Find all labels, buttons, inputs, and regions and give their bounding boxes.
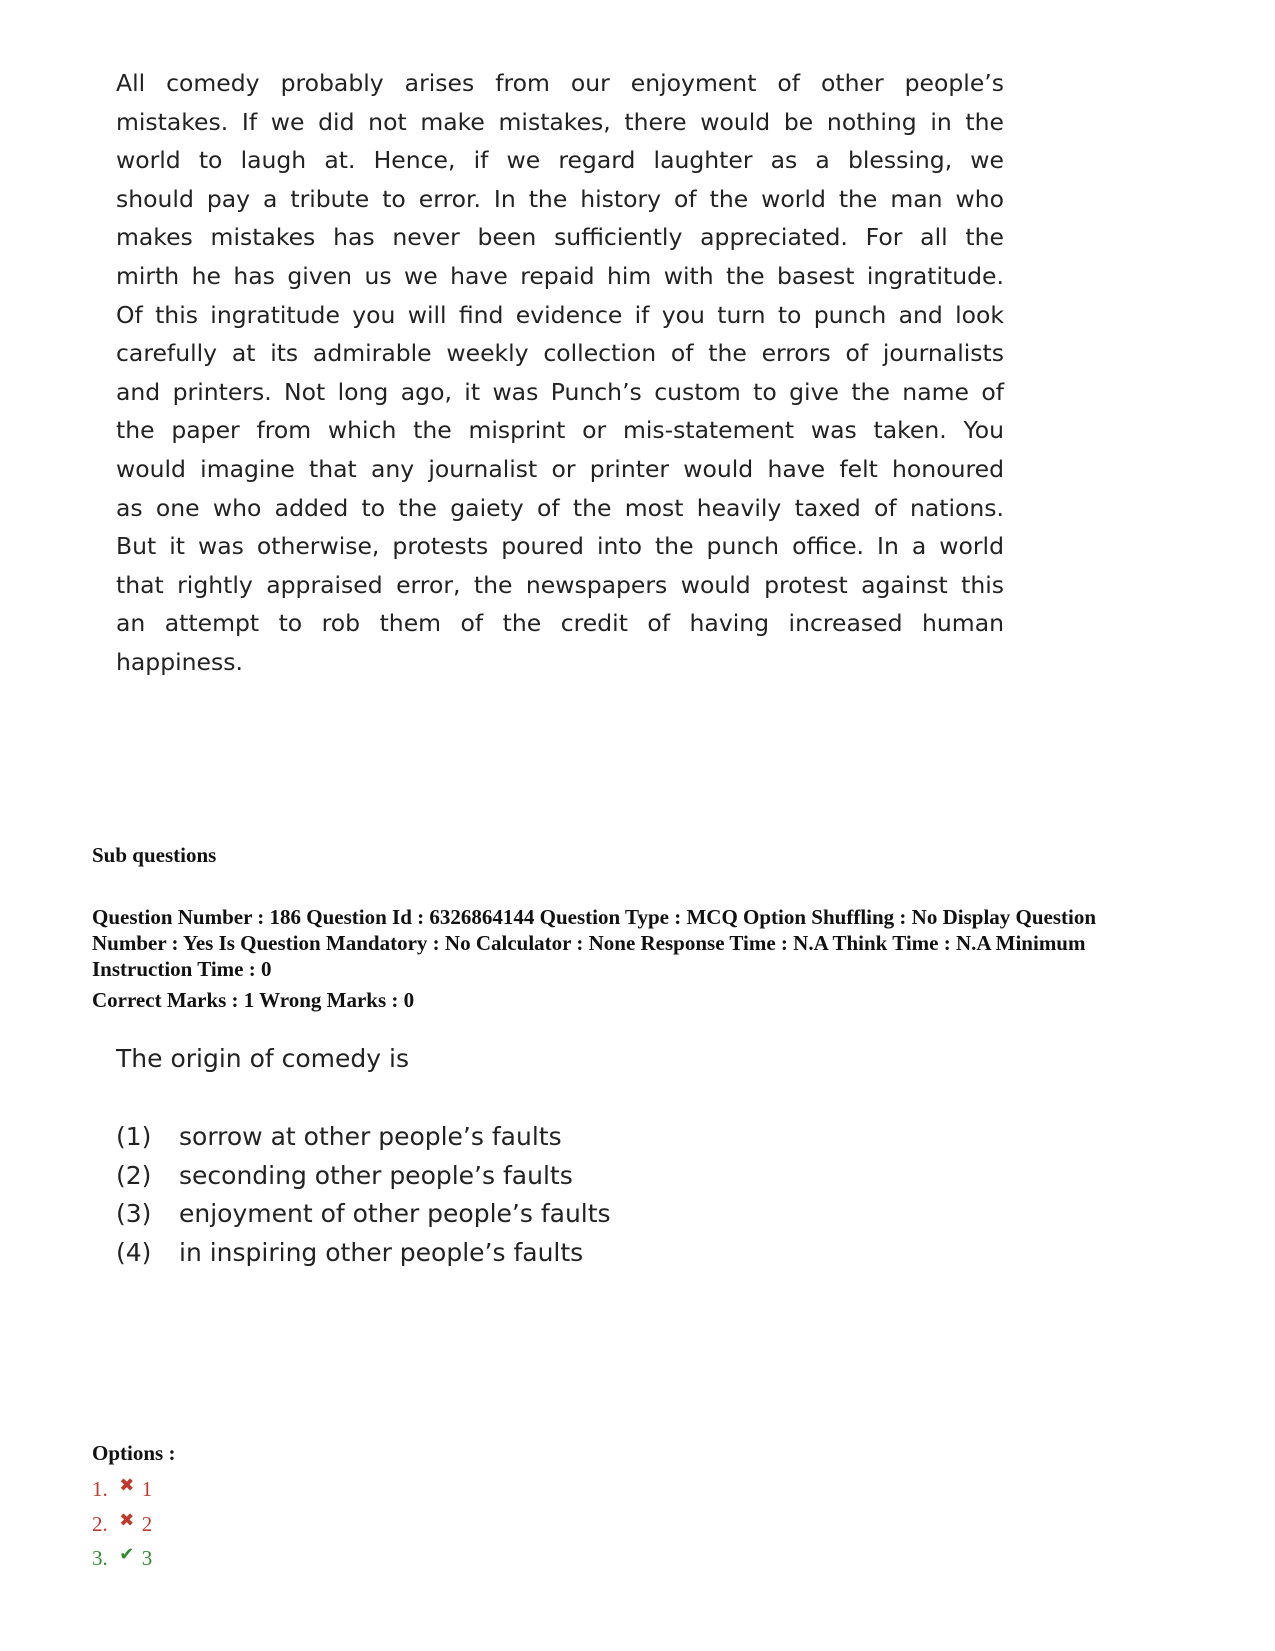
metadata-line: Number : Yes Is Question Mandatory : No Calculator : None Response Time : N.A Think Time : N.A Minimum [92, 931, 1086, 955]
choice-item [116, 1118, 611, 1157]
choice-text: seconding other people’s faults [179, 1160, 573, 1190]
passage-line: would imagine that any journalist or printer would have felt honoured [116, 454, 1004, 483]
choice-text: in inspiring other people’s faults [179, 1237, 584, 1267]
check-icon: ✔ [119, 1544, 135, 1564]
option-index: 1. [92, 1477, 108, 1501]
choice-number: (1) [116, 1122, 152, 1151]
choice-number: (2) [116, 1160, 152, 1190]
passage-image-text [116, 64, 1004, 682]
choice-item [116, 1234, 611, 1273]
option-value: 1 [141, 1477, 153, 1501]
passage-line: an attempt to rob them of the credit of having increased human [116, 609, 1004, 638]
option-item [92, 1507, 152, 1542]
choice-number: (3) [116, 1199, 152, 1228]
options-list [92, 1472, 152, 1576]
choice-item [116, 1157, 611, 1196]
passage-line: All comedy probably arises from our enjoyment of other people’s [116, 69, 1004, 97]
choice-text: enjoyment of other people’s faults [179, 1199, 611, 1228]
passage-line: that rightly appraised error, the newspapers would protest against this [116, 570, 1004, 599]
option-item [92, 1472, 152, 1507]
question-metadata [92, 904, 1192, 982]
passage-line: mirth he has given us we have repaid him with the basest ingratitude. [116, 261, 1004, 290]
passage-line: carefully at its admirable weekly collection of the errors of journalists [116, 339, 1004, 368]
question-stem: The origin of comedy is [116, 1044, 409, 1073]
marks-info: Correct Marks : 1 Wrong Marks : 0 [92, 988, 415, 1012]
choice-text: sorrow at other people’s faults [179, 1122, 562, 1151]
passage-line: should pay a tribute to error. In the history of the world the man who [116, 184, 1004, 213]
passage-line: and printers. Not long ago, it was Punch’s custom to give the name of [116, 377, 1004, 406]
sub-questions-heading: Sub questions [92, 843, 217, 867]
question-choices [116, 1118, 611, 1272]
passage-line: makes mistakes has never been sufficiently appreciated. For all the [116, 223, 1004, 252]
metadata-line: Question Number : 186 Question Id : 6326864144 Question Type : MCQ Option Shuffling : No Display Question [92, 905, 1097, 929]
passage-line: But it was otherwise, protests poured into the punch office. In a world [116, 532, 1004, 561]
option-item [92, 1541, 152, 1576]
passage-line: the paper from which the misprint or mis-statement was taken. You [116, 416, 1004, 445]
options-heading: Options : [92, 1441, 176, 1465]
option-value: 3 [141, 1546, 153, 1570]
passage-line: Of this ingratitude you will find evidence if you turn to punch and look [116, 300, 1004, 329]
metadata-line: Instruction Time : 0 [92, 957, 272, 981]
cross-icon: ✖ [119, 1475, 135, 1495]
choice-item [116, 1195, 611, 1234]
option-value: 2 [141, 1511, 153, 1536]
passage-line: mistakes. If we did not make mistakes, there would be nothing in the [116, 107, 1004, 136]
passage-line: as one who added to the gaiety of the most heavily taxed of nations. [116, 493, 1004, 522]
choice-number: (4) [116, 1237, 152, 1267]
passage-line: world to laugh at. Hence, if we regard laughter as a blessing, we [116, 146, 1004, 175]
option-index: 3. [92, 1546, 108, 1570]
cross-icon: ✖ [119, 1509, 135, 1530]
passage-line: happiness. [116, 647, 243, 676]
option-index: 2. [92, 1511, 108, 1536]
